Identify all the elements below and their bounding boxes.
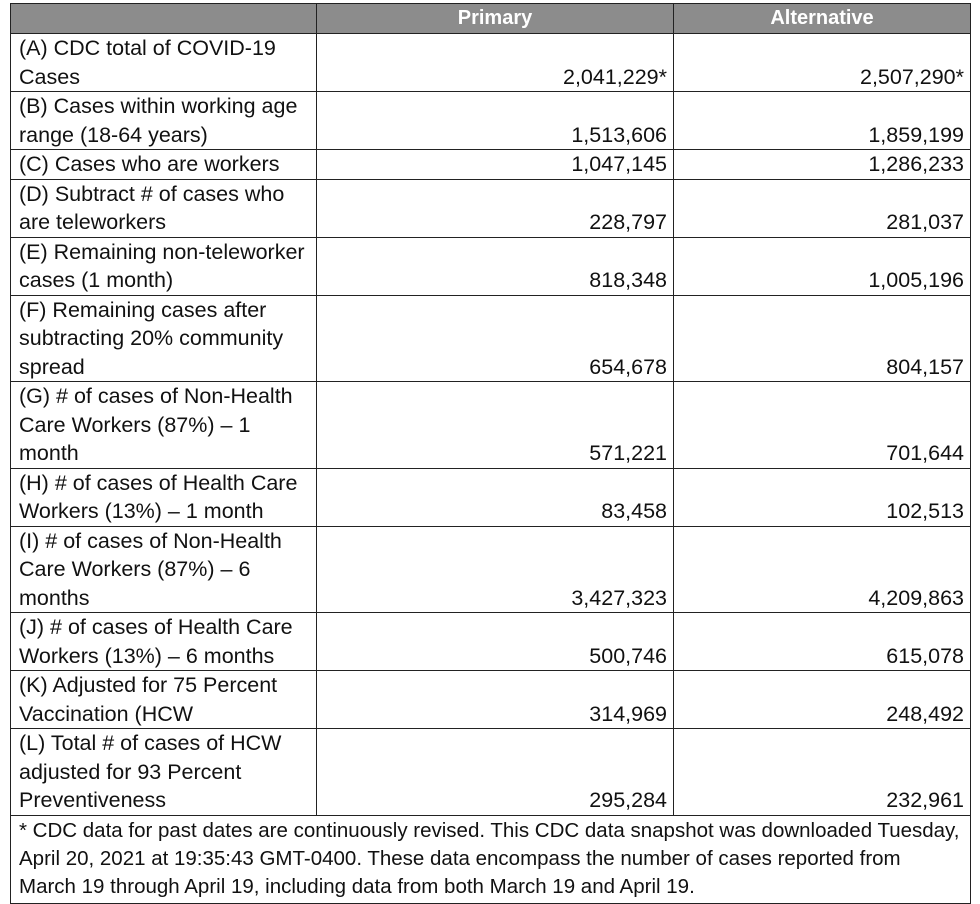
alternative-value: 4,209,863 [674, 526, 971, 613]
table-body [11, 34, 971, 904]
header-primary: Primary [317, 4, 674, 34]
alternative-value: 1,005,196 [674, 237, 971, 295]
primary-value: 2,041,229* [317, 34, 674, 92]
table-row [11, 468, 971, 526]
primary-value: 500,746 [317, 613, 674, 671]
alternative-value: 701,644 [674, 382, 971, 469]
header-blank-cell [11, 4, 317, 34]
table-row [11, 526, 971, 613]
table-row [11, 237, 971, 295]
alternative-value: 102,513 [674, 468, 971, 526]
alternative-value: 615,078 [674, 613, 971, 671]
table-row [11, 729, 971, 816]
primary-value: 1,513,606 [317, 92, 674, 150]
table-row [11, 671, 971, 729]
row-label: (H) # of cases of Health Care Workers (13%) – 1 month [11, 468, 317, 526]
table-row [11, 92, 971, 150]
table-row [11, 34, 971, 92]
row-label: (C) Cases who are workers [11, 150, 317, 180]
row-label: (E) Remaining non-teleworker cases (1 month) [11, 237, 317, 295]
alternative-value: 1,859,199 [674, 92, 971, 150]
cases-table [10, 3, 971, 904]
primary-value: 295,284 [317, 729, 674, 816]
row-label: (B) Cases within working age range (18-64 years) [11, 92, 317, 150]
primary-value: 83,458 [317, 468, 674, 526]
row-label: (G) # of cases of Non-Health Care Workers (87%) – 1 month [11, 382, 317, 469]
alternative-value: 281,037 [674, 179, 971, 237]
table-row [11, 150, 971, 180]
primary-value: 654,678 [317, 295, 674, 382]
row-label: (K) Adjusted for 75 Percent Vaccination (HCW [11, 671, 317, 729]
table-header [11, 4, 971, 34]
footnote: * CDC data for past dates are continuously revised. This CDC data snapshot was downloaded Tuesday, April 20, 2021 at 19:35:43 GMT-0400. These data encompass the number of cases reported from March 19 through April 19, including data from both March 19 and April 19. [11, 815, 971, 903]
primary-value: 228,797 [317, 179, 674, 237]
table-row [11, 382, 971, 469]
alternative-value: 804,157 [674, 295, 971, 382]
table-row [11, 179, 971, 237]
table-row [11, 613, 971, 671]
primary-value: 314,969 [317, 671, 674, 729]
primary-value: 818,348 [317, 237, 674, 295]
primary-value: 1,047,145 [317, 150, 674, 180]
cases-table-container [10, 3, 970, 904]
primary-value: 571,221 [317, 382, 674, 469]
footnote-row [11, 815, 971, 903]
alternative-value: 2,507,290* [674, 34, 971, 92]
header-row [11, 4, 971, 34]
row-label: (F) Remaining cases after subtracting 20% community spread [11, 295, 317, 382]
row-label: (J) # of cases of Health Care Workers (13%) – 6 months [11, 613, 317, 671]
table-row [11, 295, 971, 382]
row-label: (A) CDC total of COVID-19 Cases [11, 34, 317, 92]
row-label: (D) Subtract # of cases who are teleworkers [11, 179, 317, 237]
alternative-value: 248,492 [674, 671, 971, 729]
primary-value: 3,427,323 [317, 526, 674, 613]
row-label: (I) # of cases of Non-Health Care Workers (87%) – 6 months [11, 526, 317, 613]
row-label: (L) Total # of cases of HCW adjusted for 93 Percent Preventiveness [11, 729, 317, 816]
header-alternative: Alternative [674, 4, 971, 34]
alternative-value: 1,286,233 [674, 150, 971, 180]
alternative-value: 232,961 [674, 729, 971, 816]
